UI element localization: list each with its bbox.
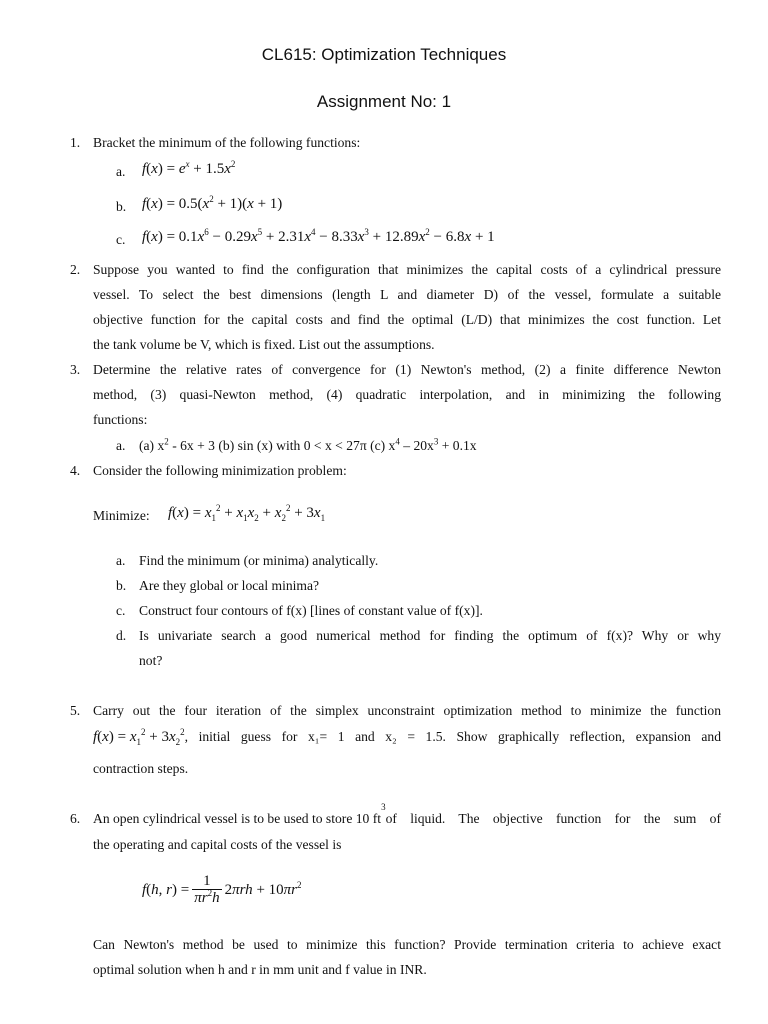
q6-formula: f(h, r) = $\frac{1}{\pi r^2h}$ $2\pi rh + 10\pi r^2$: [142, 873, 302, 906]
assignment-subtitle: Assignment No: 1: [316, 92, 452, 111]
q6-line-3: Can Newton's method be used to minimize this function? Provide termination criteria to achieve exact: [93, 937, 721, 952]
q4-c-label: c.: [116, 603, 126, 618]
q5-line-2-text: , initial guess for x₁= 1 and x₂ = 1.5. Show graphically reflection, expansion and: [184, 729, 721, 744]
q1-c-formula: $f(x) = 0.1x^6 - 0.29x^5 + 2.31x^4 - 8.33x^3 + 12.89x^2 - 6.8x + 1$: [142, 227, 495, 245]
q1-c-label: c.: [116, 232, 126, 247]
q5-line-2: [93, 729, 721, 745]
q4-d-text-1: Is univariate search a good numerical method for finding the optimum of f(x)? Why or why: [139, 628, 721, 643]
q2-line-3: objective function for the capital costs and find the optimal (L/D) that minimizes the cost function. Let: [93, 312, 721, 327]
q4-b-text: Are they global or local minima?: [139, 578, 320, 593]
q5-number: 5.: [70, 703, 81, 718]
q6-line-4: optimal solution when h and r in mm unit and f value in INR.: [93, 962, 427, 977]
q4-a-text: Find the minimum (or minima) analytically.: [139, 553, 379, 568]
q1-text: Bracket the minimum of the following functions:: [93, 135, 361, 150]
q6-superscript: 3: [381, 802, 386, 812]
q6-number: 6.: [70, 811, 81, 826]
q3-line-1: Determine the relative rates of convergence for (1) Newton's method, (2) a finite difference Newton: [93, 362, 721, 377]
q5-line-1: Carry out the four iteration of the simplex unconstraint optimization method to minimize the function: [93, 703, 721, 718]
q2-line-4: the tank volume be V, which is fixed. List out the assumptions.: [93, 337, 435, 352]
q1-b-label: b.: [116, 199, 127, 214]
q6-line-1a: An open cylindrical vessel is to be used to store 10 ft: [93, 811, 382, 826]
q4-c-text: Construct four contours of f(x) [lines of constant value of f(x)].: [139, 603, 483, 618]
q3-number: 3.: [70, 362, 81, 377]
q5-line-3: contraction steps.: [93, 761, 189, 776]
q3-a-label: a.: [116, 438, 126, 453]
q6-line-1c: of liquid. The objective function for the sum of: [385, 811, 721, 826]
q5-formula: $f(x) = x_1^2 + 3x_2^2$: [93, 727, 185, 747]
q3-a-text: (a) $x^2 - 6x + 3$ (b) sin (x) with 0 < x < 27π (c) $x^4 - 20x^3 + 0.1x$: [139, 436, 477, 453]
q6-line-1: [93, 802, 721, 827]
page-title: CL615: Optimization Techniques: [261, 45, 507, 64]
q4-formula: $f(x) = x_1^2 + x_1x_2 + x_2^2 + 3x_1$: [168, 503, 326, 523]
q1-b-formula: $f(x) = 0.5(x^2 + 1)(x + 1)$: [142, 194, 283, 212]
q4-minimize-label: Minimize:: [93, 508, 150, 523]
q2-line-1: Suppose you wanted to find the configuration that minimizes the capital costs of a cylindrical pressure: [93, 262, 721, 277]
q4-b-label: b.: [116, 578, 127, 593]
q4-d-text-2: not?: [139, 653, 163, 668]
q2-number: 2.: [70, 262, 81, 277]
q3-line-2: method, (3) quasi-Newton method, (4) quadratic interpolation, and in minimizing the following: [93, 387, 721, 402]
q4-a-label: a.: [116, 553, 126, 568]
q4-d-label: d.: [116, 628, 127, 643]
q4-number: 4.: [70, 463, 81, 478]
q3-line-3: functions:: [93, 412, 148, 427]
q4-text: Consider the following minimization problem:: [93, 463, 347, 478]
q1-a-label: a.: [116, 164, 126, 179]
q1-number: 1.: [70, 135, 81, 150]
q2-line-2: vessel. To select the best dimensions (length L and diameter D) of the vessel, formulate a suitable: [93, 287, 721, 302]
q6-line-2: the operating and capital costs of the vessel is: [93, 837, 342, 852]
q1-a-formula: $f(x) = e^x + 1.5x^2$: [142, 159, 236, 177]
